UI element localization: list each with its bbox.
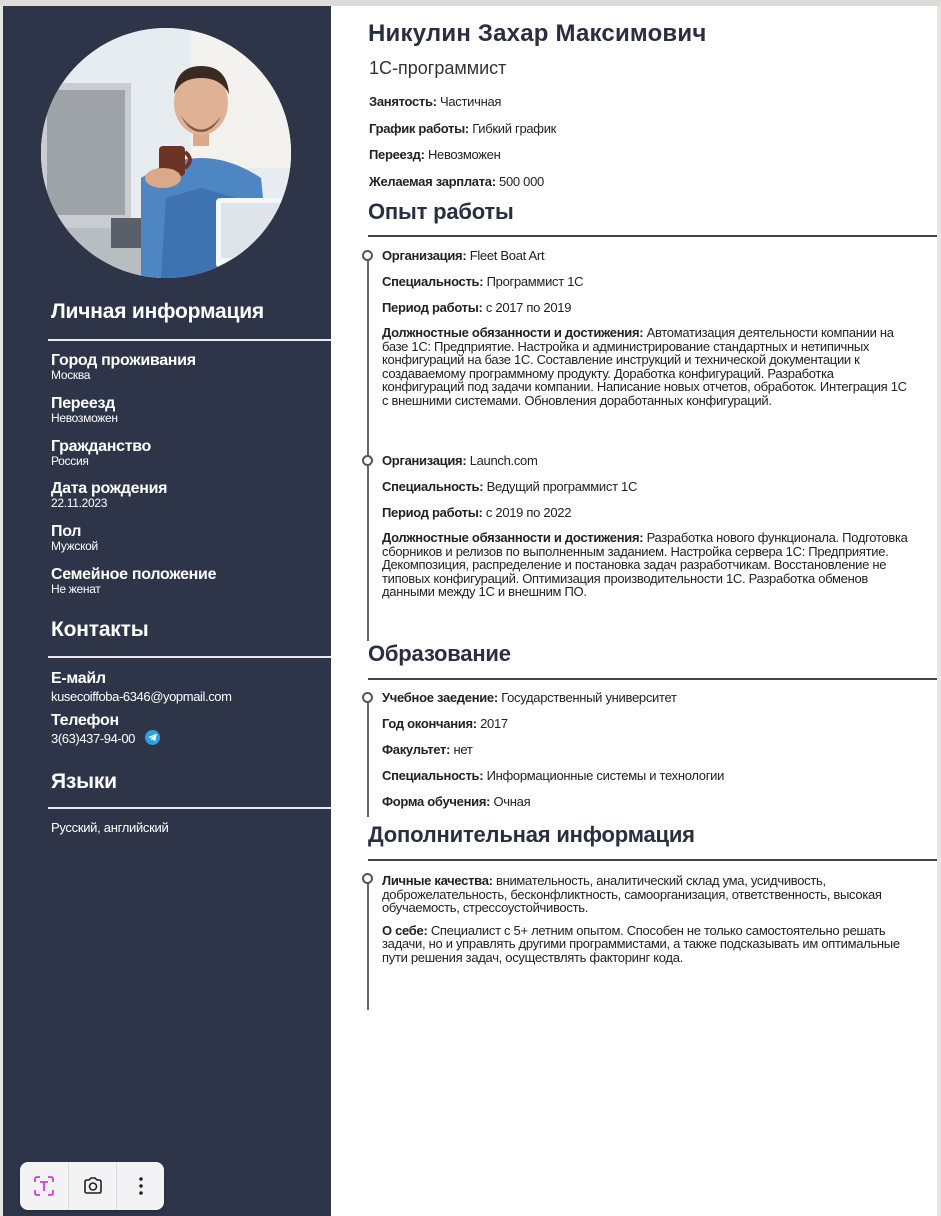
contact-phone bbox=[51, 712, 326, 748]
relocation-label: Переезд: bbox=[369, 147, 425, 162]
info-value: Мужской bbox=[51, 539, 98, 553]
info-marital-status bbox=[51, 566, 326, 596]
schedule-row bbox=[369, 121, 556, 136]
org-value: Launch.com bbox=[469, 453, 538, 468]
candidate-name: Никулин Захар Максимович bbox=[368, 20, 707, 47]
faculty-label: Факультет: bbox=[382, 742, 451, 757]
institution-value: Государственный университет bbox=[501, 690, 677, 705]
additional-info-heading: Дополнительная информация bbox=[368, 822, 695, 847]
languages-value: Русский, английский bbox=[51, 820, 169, 835]
experience-item-2 bbox=[382, 453, 912, 605]
experience-heading: Опыт работы bbox=[368, 199, 514, 224]
info-label: Семейное положение bbox=[51, 566, 217, 583]
salary-label: Желаемая зарплата: bbox=[369, 174, 496, 189]
profile-photo bbox=[41, 28, 291, 278]
spec-label: Специальность: bbox=[382, 274, 484, 289]
duties-label: Должностные обязанности и достижения: bbox=[382, 325, 644, 340]
timeline-dot bbox=[362, 455, 373, 466]
languages-list bbox=[51, 820, 326, 836]
spec-row bbox=[382, 274, 912, 290]
education-spec-row bbox=[382, 768, 912, 784]
duties-value: Разработка нового функционала. Подготовка сборников и релизов по выполненным заданием. Настройка сервера 1С: Предприятие. Декомпозиция, распределение и постановка задач разработчикам. Восстановление не типовых конфигураций. Оптимизация производительности 1С. Разработка обменов данными между 1С и внешним ПО. bbox=[382, 530, 908, 599]
experience-timeline bbox=[367, 256, 369, 641]
institution-row bbox=[382, 690, 912, 706]
info-city bbox=[51, 352, 326, 382]
period-row bbox=[382, 300, 912, 316]
salary-row bbox=[369, 174, 544, 189]
info-citizenship bbox=[51, 438, 326, 468]
info-value: Россия bbox=[51, 454, 89, 468]
duties-value: Автоматизация деятельности компании на базе 1С: Предприятие. Настройка и администрирование стандартных и нетипичных конфигураций на базе 1С. Составление инструкций и технической документации к создаваемому программному продукту. Доработка конфигураций. Разработка конфигураций под задачи компании. Написание новых отчетов, обработок. Интеграция 1С с внешними системами. Обновления доработанных конфигураций. bbox=[382, 325, 907, 408]
education-divider bbox=[368, 678, 937, 680]
schedule-value: Гибкий график bbox=[472, 121, 557, 136]
period-label: Период работы: bbox=[382, 300, 483, 315]
info-value: Москва bbox=[51, 368, 91, 382]
institution-label: Учебное заедение: bbox=[382, 690, 498, 705]
qualities-value: внимательность, аналитический склад ума, усидчивость, доброжелательность, бесконфликтность, самоорганизация, ответственность, высокая обучаемость, стрессоустойчивость. bbox=[382, 873, 882, 915]
email-label: E-майл bbox=[51, 670, 106, 687]
timeline-dot bbox=[362, 250, 373, 261]
employment-label: Занятость: bbox=[369, 94, 437, 109]
duties-paragraph bbox=[382, 531, 912, 599]
info-label: Дата рождения bbox=[51, 480, 168, 497]
salary-value: 500 000 bbox=[499, 174, 544, 189]
sidebar bbox=[3, 6, 331, 1216]
education-item bbox=[382, 690, 912, 820]
phone-row bbox=[51, 730, 326, 748]
faculty-row bbox=[382, 742, 912, 758]
additional-timeline bbox=[367, 880, 369, 1010]
info-value: Невозможен bbox=[51, 411, 118, 425]
period-value: с 2019 по 2022 bbox=[485, 505, 572, 520]
employment-row bbox=[369, 94, 501, 109]
info-label: Город проживания bbox=[51, 352, 196, 369]
candidate-position: 1С-программист bbox=[369, 58, 507, 78]
telegram-icon[interactable] bbox=[145, 730, 160, 745]
qualities-paragraph bbox=[382, 874, 912, 915]
contact-email bbox=[51, 670, 326, 706]
spec-value: Программист 1С bbox=[486, 274, 584, 289]
period-label: Период работы: bbox=[382, 505, 483, 520]
languages-heading: Языки bbox=[51, 770, 117, 793]
education-timeline bbox=[367, 699, 369, 817]
experience-divider bbox=[368, 235, 937, 237]
contacts-divider bbox=[48, 656, 331, 658]
experience-item-1 bbox=[382, 248, 912, 413]
contacts-heading: Контакты bbox=[51, 618, 149, 641]
resume-main bbox=[331, 6, 937, 1216]
org-row bbox=[382, 248, 912, 264]
graduation-year-label: Год окончания: bbox=[382, 716, 477, 731]
period-row bbox=[382, 505, 912, 521]
personal-info-divider bbox=[48, 339, 331, 341]
org-row bbox=[382, 453, 912, 469]
languages-divider bbox=[48, 807, 331, 809]
info-label: Пол bbox=[51, 523, 82, 540]
study-form-value: Очная bbox=[493, 794, 531, 809]
email-value[interactable]: kusecoiffoba-6346@yopmail.com bbox=[51, 689, 232, 704]
info-birthdate bbox=[51, 480, 326, 510]
org-label: Организация: bbox=[382, 248, 467, 263]
about-label: О себе: bbox=[382, 922, 428, 938]
timeline-dot bbox=[362, 873, 373, 884]
period-value: с 2017 по 2019 bbox=[485, 300, 572, 315]
phone-value[interactable]: 3(63)437-94-00 bbox=[51, 731, 136, 746]
org-label: Организация: bbox=[382, 453, 467, 468]
more-vertical-icon[interactable] bbox=[116, 1162, 164, 1210]
duties-paragraph bbox=[382, 326, 912, 407]
personal-info-heading: Личная информация bbox=[51, 300, 264, 323]
study-form-label: Форма обучения: bbox=[382, 794, 491, 809]
floating-toolbar bbox=[20, 1162, 164, 1210]
info-value: 22.11.2023 bbox=[51, 496, 108, 510]
graduation-year-value: 2017 bbox=[480, 716, 508, 731]
phone-label: Телефон bbox=[51, 712, 119, 729]
info-label: Переезд bbox=[51, 395, 115, 412]
timeline-dot bbox=[362, 692, 373, 703]
camera-icon[interactable] bbox=[68, 1162, 116, 1210]
org-value: Fleet Boat Art bbox=[469, 248, 545, 263]
additional-info-item bbox=[382, 874, 912, 970]
employment-value: Частичная bbox=[440, 94, 502, 109]
qualities-label: Личные качества: bbox=[382, 873, 493, 888]
graduation-year-row bbox=[382, 716, 912, 732]
study-form-row bbox=[382, 794, 912, 810]
relocation-row bbox=[369, 147, 501, 162]
spec-label: Специальность: bbox=[382, 479, 484, 494]
faculty-value: нет bbox=[453, 742, 473, 757]
info-relocation bbox=[51, 395, 326, 425]
education-spec-label: Специальность: bbox=[382, 768, 484, 783]
about-value: Специалист с 5+ летним опытом. Способен не только самостоятельно решать задачи, но и управлять другими программистами, а также подсказывать им оптимальные пути решения задач, осуществлять факторинг кода. bbox=[382, 922, 900, 965]
schedule-label: График работы: bbox=[369, 121, 469, 136]
about-paragraph bbox=[382, 924, 912, 965]
additional-info-divider bbox=[368, 859, 937, 861]
relocation-value: Невозможен bbox=[427, 147, 501, 162]
info-label: Гражданство bbox=[51, 438, 152, 455]
spec-value: Ведущий программист 1С bbox=[486, 479, 638, 494]
info-gender bbox=[51, 523, 326, 553]
education-spec-value: Информационные системы и технологии bbox=[486, 768, 725, 783]
education-heading: Образование bbox=[368, 641, 511, 666]
duties-label: Должностные обязанности и достижения: bbox=[382, 530, 644, 545]
spec-row bbox=[382, 479, 912, 495]
info-value: Не женат bbox=[51, 582, 101, 596]
text-select-icon[interactable] bbox=[20, 1162, 68, 1210]
